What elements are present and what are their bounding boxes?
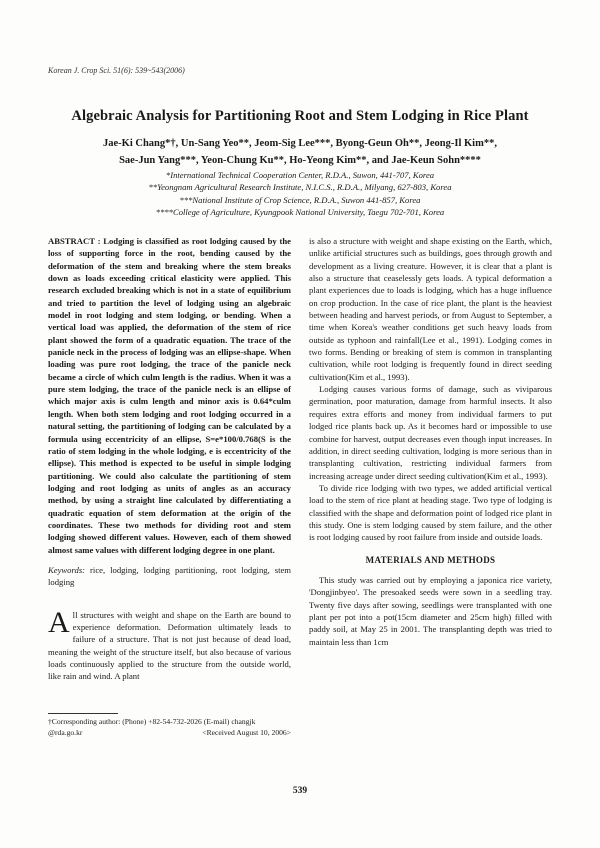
methods-paragraph: This study was carried out by employing a japonica rice variety, 'Dongjinbyeo'. The presoaked seeds were sown in a seedling tray. Twenty five days after sowing, seedlings were transplanted with one plant per pot into a pot(15cm diameter and 25cm high) filled with paddy soil, at May 25 in 2001. The transplanting depth was tried to maintain less than 1cm — [309, 574, 552, 647]
keywords-label: Keywords: — [48, 564, 86, 575]
body-paragraph-3: To divide rice lodging with two types, we added artificial vertical load to the stem of rice plant at heading stage. Two type of lodging is classified with the shape and deformation point of lodged rice plant in this study. One is stem lodging caused by stem failure, and the other is root lodging caused by root failure from inside and outside loads. — [309, 482, 552, 543]
body-paragraph-2: Lodging causes various forms of damage, such as viviparous germination, poor maturation, damage from harmful insects. It also requires extra efforts and money from individual farmers to put lodged rice plants back up. As it becomes hard or impossible to use combine for harvest, output decreases even though input increases. In addition, in direct seeding cultivation, lodging is more serious than in transplanting cultivation, restricting individual farmers from increasing acreage under direct seeding cultivation(Kim et al., 1993). — [309, 384, 552, 481]
footnote-divider — [48, 713, 118, 714]
footnote-email: @rda.go.kr — [48, 728, 83, 737]
affiliation-2: **Yeongnam Agricultural Research Institute, N.I.C.S., R.D.A., Milyang, 627-803, Korea — [148, 182, 452, 193]
paper-title: Algebraic Analysis for Partitioning Root and Stem Lodging in Rice Plant — [71, 108, 529, 124]
affiliations — [40, 169, 560, 219]
affiliation-3: ***National Institute of Crop Science, R.D.A., Suwon 441-857, Korea — [179, 194, 421, 205]
footnote-corresponding-author: †Corresponding author: (Phone) +82-54-732-2026 (E-mail) changjk — [48, 717, 256, 726]
author-list — [40, 135, 560, 169]
introduction-paragraph — [48, 605, 291, 683]
body-paragraph-1: is also a structure with weight and shape existing on the Earth, which, unlike artificial structures such as buildings, goes through growth and development as a living creature. However, it is clear that a plant is also a structure that ceaselessly gets loads. A typical deformation a plant experiences due to loads is lodging, which has a huge influence on crop production. In the case of rice plant, the plant is the heaviest between heading and harvest periods, or from August to September, a time when Korea's weather conditions get such heavy loads from outside as typhoon and rainfall(Lee et al., 1991). Lodging comes in two forms. Bending or breaking of stem is common in transplanting cultivation, while root lodging is frequently found in direct seeding cultivation(Kim et al., 1993). — [309, 236, 552, 382]
affiliation-4: ****College of Agriculture, Kyungpook National University, Taegu 702-701, Korea — [155, 207, 445, 218]
author-line-2: Sae-Jun Yang***, Yeon-Chung Ku**, Ho-Yeong Kim**, and Jae-Keun Sohn**** — [119, 155, 481, 166]
drop-cap: A — [48, 605, 70, 639]
author-line-1: Jae-Ki Chang*†, Un-Sang Yeo**, Jeom-Sig Lee***, Byong-Geun Oh**, Jeong-Il Kim**, — [103, 138, 497, 149]
affiliation-1: *International Technical Cooperation Center, R.D.A., Suwon, 441-707, Korea — [165, 170, 435, 180]
section-heading: MATERIALS AND METHODS — [365, 554, 496, 565]
keywords-text: rice, lodging, lodging partitioning, root lodging, stem lodging — [48, 564, 291, 588]
journal-reference: Korean J. Crop Sci. 51(6): 539~543(2006) — [48, 66, 185, 75]
page-number: 539 — [292, 786, 308, 796]
footnote-received-date: <Received August 10, 2006> — [202, 728, 291, 737]
introduction-text: ll structures with weight and shape on the Earth are bound to experience deformation. Deformation ultimately leads to failure of a structure. That is not just because of dead load, meaning the weight of the structure itself, but also because of various loads continuously applied to the structure from the outside world, like rain and wind. A plant — [48, 609, 291, 682]
left-column — [48, 235, 291, 683]
keywords — [48, 564, 291, 589]
abstract: ABSTRACT : Lodging is classified as root lodging caused by the loss of supporting force in the root, bending caused by the deformation of the stem and breaking where the stem breaks down as loads exceeding critical elasticity were applied. This research excluded breaking which is not in a state of equilibrium and tried to partition the level of lodging using an algebraic model in root lodging and stem lodging, or bending. When a vertical load was applied, the deformation of the stem of rice plant showed the form of a quadratic equation. The trace of the panicle neck in the process of lodging was an ellipse-shape. When loading was pure root lodging, the trace of the panicle neck became a circle of which culm length is the radius. When it was a pure stem lodging, the trace of the panicle neck is an ellipse of which major axis is culm length and minor axis is 0.64*culm length. When both stem lodging and root lodging occurred in a natural setting, the partitioning of lodging can be calculated by a formula using eccentricity of an ellipse, S=e*100/0.768(S is the ratio of stem lodging in the whole lodging, e is eccentricity of the ellipse). This method is expected to be useful in simple lodging partitioning. We could also calculate the partitioning of stem lodging and root lodging as units of angles as an accuracy method, by using a straight line calculated by differentiating a quadratic equation of stem deformation at the origin of the coordinates. These two methods for dividing root and stem lodging showed different values. However, each of them showed almost same values with different lodging degree in one plant. — [48, 236, 291, 555]
footnote — [48, 716, 291, 738]
right-column — [309, 235, 552, 648]
